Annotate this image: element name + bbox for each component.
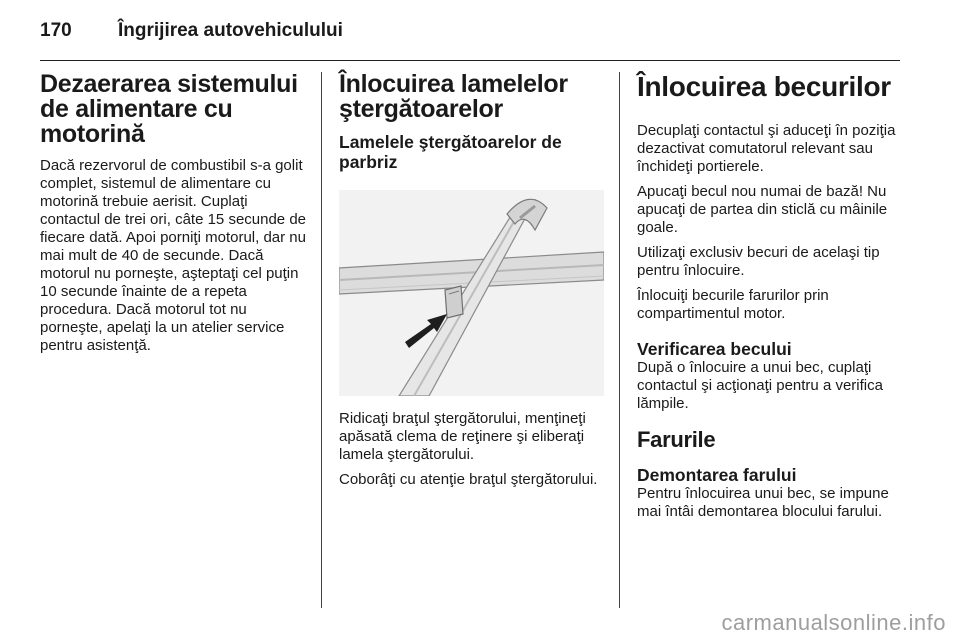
chapter-title: Îngrijirea autovehiculului: [118, 20, 343, 41]
subsection-title: Demontarea farului: [637, 465, 797, 485]
section-title-headlights: Farurile: [637, 427, 716, 452]
column-divider: [619, 72, 620, 608]
paragraph: Apucaţi becul nou numai de bază! Nu apucaţi de partea din sticlă cu mâinile goale.: [637, 183, 888, 236]
section-title: Înlocuirea becurilor: [637, 71, 891, 102]
paragraph: Înlocuiţi becurile farurilor prin compartimentul motor.: [637, 287, 829, 322]
section-title: Dezaerarea sistemului de alimentare cu motorină: [40, 70, 298, 148]
page-number: 170: [40, 20, 72, 41]
paragraph: După o înlocuire a unui bec, cuplaţi contactul şi acţionaţi pentru a verifica lămpile.: [637, 359, 883, 412]
section-fuel-system: [40, 72, 308, 362]
instruction-text: Ridicaţi braţul ştergătorului, menţineţi apăsată clema de reţinere şi eliberaţi lamela ştergătorului.: [339, 410, 586, 463]
section-bulb-replacement: [637, 72, 905, 528]
watermark: carmanualsonline.info: [721, 610, 946, 635]
section-title: Înlocuirea lamelelor ştergătoarelor: [339, 70, 568, 123]
instruction-text: Coborâţi cu atenţie braţul ştergătorului.: [339, 471, 598, 488]
wiper-arm-icon: [339, 190, 604, 396]
subsection-title: Verificarea becului: [637, 339, 792, 359]
paragraph: Decuplaţi contactul şi aduceţi în poziţia dezactivat comutatorul relevant sau închideţi portierele.: [637, 122, 896, 175]
column-divider: [321, 72, 322, 608]
paragraph: Utilizaţi exclusiv becuri de acelaşi tip pentru înlocuire.: [637, 244, 880, 279]
wiper-arm-illustration: [339, 190, 604, 396]
page-header: [40, 18, 900, 61]
section-wiper-blades: [339, 72, 604, 496]
section-body: Dacă rezervorul de combustibil s-a golit complet, sistemul de alimentare cu motorină trebuie aerisit. Cuplaţi contactul de trei ori, câte 15 secunde de fiecare dată. Apoi porniţi motorul, dar nu mai mult de 40 de secunde. Dacă motorul nu porneşte, aşteptaţi cel puţin 10 secunde înainte de a repeta procedura. Dacă motorul tot nu porneşte, apelaţi la un atelier service pentru asistenţă.: [40, 157, 307, 354]
subsection-title: Lamelele ştergătoarelor de parbriz: [339, 132, 562, 172]
paragraph: Pentru înlocuirea unui bec, se impune mai întâi demontarea blocului farului.: [637, 485, 889, 520]
bulb-check-block: [637, 339, 905, 413]
